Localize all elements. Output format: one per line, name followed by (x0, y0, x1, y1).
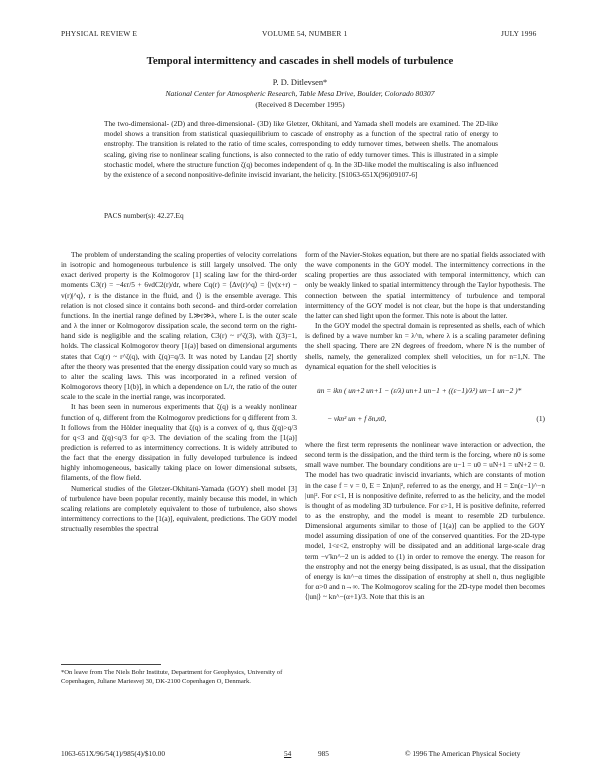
pacs-numbers: PACS number(s): 42.27.Eq (104, 211, 184, 220)
footer-volume: 54 (284, 749, 292, 758)
footnote: *On leave from The Niels Bohr Institute, Department for Geophysics, University of Copenhagen, Juliane Mariesvej 30, DK-2100 Copenhagen O, Denmark. (61, 669, 283, 685)
paragraph: form of the Navier-Stokes equation, but there are no spatial fields associated with the wave components in the GOY model. The intermittency corrections in the scaling properties are thus associated with temporal intermittency, which can only be weakly linked to spatial intermittency through the Taylor hypothesis. The connection between the spatial intermittency of turbulence and temporal intermittency of the GOY model is not clear, but the hope is that understanding the latter can shed light upon the former. This note is about the latter. (305, 250, 545, 320)
right-column (305, 250, 545, 602)
paragraph: Numerical studies of the Gletzer-Okhitani-Yamada (GOY) shell model [3] of turbulence have been popular recently, mainly because this model, in which scaling relations are completely equivalent to those of turbulence, also shows intermittency corrections to the [1(a)], equivalent, predictions. The GOY model structually resembles the spectral (61, 483, 297, 534)
abstract: The two-dimensional- (2D) and three-dimensional- (3D) like Gletzer, Okhitani, and Yamada shell models are examined. The 2D-like model shows a transition from statistical quasiequilibrium to cascade of enstrophy as a function of the spectral ratio of energy to enstrophy. The transition is related to the ratio of time scales, corresponding to eddy turnover times, between shells. The anomalous scaling, giving rise to nonlinear scaling functions, is also connected to the ratio of eddy turnover times. This is illustrated in a simple stochastic model, where the structure function ζ(q) becomes independent of q. In the 3D-like model the multiscaling is also influenced by the existence of a second nonpositive-definite inviscid invariant, the helicity. [S1063-651X(96)09107-6] (104, 119, 498, 180)
paragraph: where the first term represents the nonlinear wave interaction or advection, the second term is the dissipation, and the third term is the forcing, where n0 is some small wave number. The boundary conditions are u−1 = u0 = uN+1 = uN+2 = 0. The model has two quadratic inviscid invariants, which are constants of motion in the case f = ν = 0, E = Σn|un|², referred to as the energy, and H = Σn(ε−1)^−n |un|². For ε<1, H is nonpositive definite, referred to as the helicity, and the model is thought of as modeling 3D turbulence. For ε>1, H is positive definite, referred to as the enstrophy, and the model is meant to resemble 2D turbulence. Dimensional arguments similar to those of [1(a)] can be applied to the GOY model assuming dissipation of one of the conserved quantities. For the 2D-type model, 1<ε<2, enstrophy will be dissipated and an additional large-scale drag term −ν′kn^−2 un is added to (1) in order to remove the energy. The reason for the enstrophy and not the energy being dissipated, is as usual, that the dissipation of energy is kn^−α times the dissipation of enstrophy at shell n, thus negligible for α>0 and n→∞. The Kolmogorov scaling for the 2D-type model then becomes ⟨|un|⟩ ~ kn^−(α+1)/3. Note that this is an (305, 439, 545, 602)
equation-line-1: u̇n = ikn ( un+2 un+1 − (ε/λ) un+1 un−1 + ((ε−1)/λ²) un−1 un−2 )* (317, 385, 522, 395)
issue-date: JULY 1996 (501, 29, 537, 38)
copyright: © 1996 The American Physical Society (405, 749, 521, 758)
received-date: (Received 8 December 1995) (255, 100, 345, 109)
article-title: Temporal intermittency and cascades in shell models of turbulence (146, 55, 454, 67)
journal-name: PHYSICAL REVIEW E (61, 29, 138, 38)
left-column (61, 250, 297, 534)
equation-1 (305, 378, 545, 436)
author: P. D. Ditlevsen* (272, 78, 328, 87)
footnote-divider (61, 664, 161, 665)
volume-number: VOLUME 54, NUMBER 1 (262, 29, 348, 38)
paragraph: In the GOY model the spectral domain is represented as shells, each of which is defined by a wave number kn = λ^n, where λ is a scaling parameter defining the shell spacing. There are 2N degrees of freedom, where N is the number of shells, namely, the generalized complex shell velocities, un for n=1,N. The dynamical equation for the shell velocities is (305, 321, 545, 371)
affiliation: National Center for Atmospheric Research, Table Mesa Drive, Boulder, Colorado 80307 (165, 89, 435, 98)
page-number: 985 (318, 749, 329, 758)
equation-number: (1) (536, 413, 545, 423)
equation-line-2: − νkn² un + f δn,n0, (327, 413, 387, 423)
paragraph: The problem of understanding the scaling properties of velocity correlations in isotropic and homogeneous turbulence is still largely unsolved. The only exact derived property is the Kolmogorov [1] scaling law for the third-order moments C3(r) = −4εr/5 + 6νdC2(r)/dr, where Cq(r) = ⟨Δv(r)^q⟩ = ⟨|v(x+r) − v(r)|^q⟩, r is the distance in the fluid, and ⟨⟩ is the ensemble average. This relation is not closed since it contains both second- and third-order correlation functions. In the inertial range defined by L≫r≫λ, where L is the outer scale and λ the inner or Kolmogorov dissipation scale, the second term on the right-hand side is negligible and the scaling relation, C3(r) ~ r^ζ(3), with ζ(3)=1, holds. The classical Kolmogorov theory [1(a)] based on dimensional arguments states that Cq(r) ~ r^ζ(q), with ζ(q)=q/3. It was noted by Landau [2] shortly after the theory was presented that the energy dissipation could vary so much as to alter the scaling laws. This was incorporated in a refined version of Kolmogorovs theory [1(b)], in which a dependence on L/r, the ratio of the outer scale to the scale in the inertial range, was incorporated. (61, 250, 297, 402)
paragraph: It has been seen in numerous experiments that ζ(q) is a weakly nonlinear function of q, different from the Kolmogorov predictions for q different from 3. It follows from the Hölder inequality that ζ(q) is a convex of q, thus ζ(q)>q/3 for q<3 and ζ(q)<q/3 for q>3. The deviation of the scaling from the [1(a)] prediction is referred to as intermittency corrections. It is widely attributed to the fact that the energy dissipation in fully developed turbulence is indeed highly inhomogeneous, basically taking place on lower dimensional subsets, filaments, of the flow field. (61, 402, 297, 483)
article-code: 1063-651X/96/54(1)/985(4)/$10.00 (61, 749, 165, 758)
